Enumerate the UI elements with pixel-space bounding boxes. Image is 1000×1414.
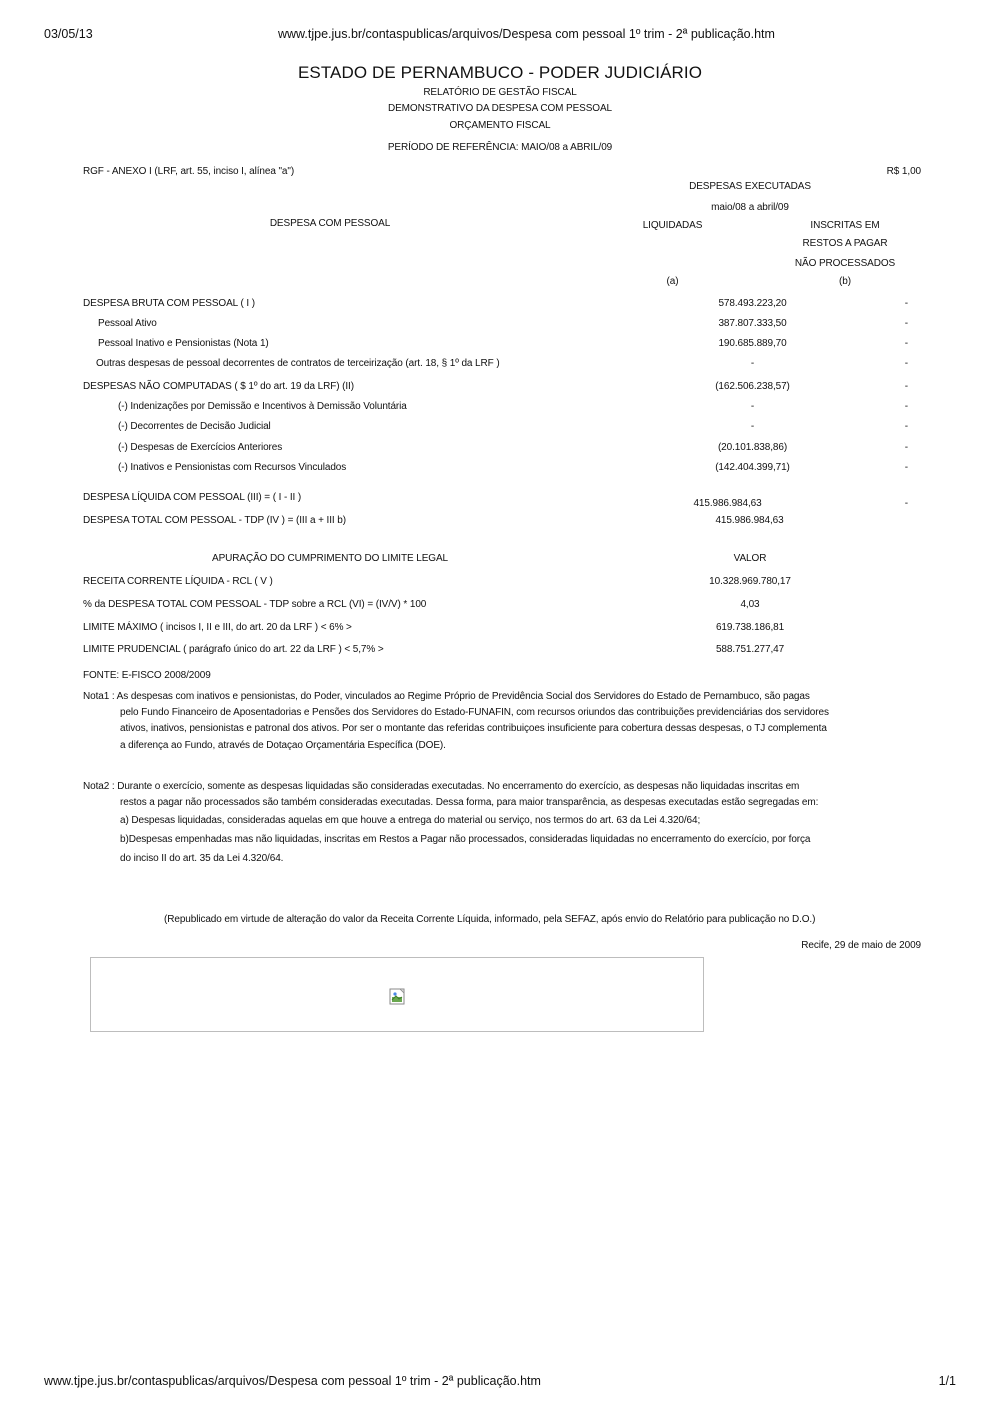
row-value-b: - [904,358,908,369]
note2-line4: b)Despesas empenhadas mas não liquidadas, inscritas em Restos a Pagar não processados, consideradas liquidadas no encerramento do exercício, por força [120,834,811,845]
limit-row-value: 10.328.969.780,17 [709,576,791,587]
header-despesa-com-pessoal: DESPESA COM PESSOAL [269,218,391,229]
note2-line1: Nota2 : Durante o exercício, somente as despesas liquidadas são consideradas executadas. No encerramento do exercício, as despesas não liquidadas inscritas em [83,781,800,792]
row-value-b: - [904,338,908,349]
limit-row-label: % da DESPESA TOTAL COM PESSOAL - TDP sobre a RCL (VI) = (IV/V) * 100 [83,599,427,610]
executed-expenses-header: DESPESAS EXECUTADAS [689,181,811,192]
header-period: maio/08 a abril/09 [711,202,789,213]
limit-row-value: 588.751.277,47 [715,644,785,655]
row-value-b: - [904,318,908,329]
row-label: (-) Inativos e Pensionistas com Recursos Vinculados [118,462,347,473]
report-subtitle-3: ORÇAMENTO FISCAL [449,120,551,131]
header-inscritas-line3: NÃO PROCESSADOS [794,258,896,269]
annex-label: RGF - ANEXO I (LRF, art. 55, inciso I, alínea "a") [83,166,295,177]
limit-row-label: RECEITA CORRENTE LÍQUIDA - RCL ( V ) [83,576,273,587]
row-value-b: - [904,298,908,309]
header-inscritas-line2: RESTOS A PAGAR [802,238,888,249]
limit-row-label: LIMITE PRUDENCIAL ( parágrafo único do art. 22 da LRF ) < 5,7% > [83,644,384,655]
limit-row-value: 619.738.186,81 [715,622,785,633]
header-col-a: (a) [666,276,679,287]
broken-image-icon [389,988,407,1006]
row-label: Pessoal Inativo e Pensionistas (Nota 1) [98,338,269,349]
report-subtitle-2: DEMONSTRATIVO DA DESPESA COM PESSOAL [387,103,613,114]
report-subtitle-1: RELATÓRIO DE GESTÃO FISCAL [423,87,577,98]
row-value-b: - [904,381,908,392]
limit-row-label: LIMITE MÁXIMO ( incisos I, II e III, do art. 20 da LRF ) < 6% > [83,622,352,633]
signature-image-frame [90,957,704,1032]
republished-note: (Republicado em virtude de alteração do valor da Receita Corrente Líquida, informado, pela SEFAZ, após envio do Relatório para publicação no D.O.) [164,914,816,925]
row-value-a: (20.101.838,86) [717,442,788,453]
row-value-a: - [750,358,755,369]
row-label: Outras despesas de pessoal decorrentes de contratos de terceirização (art. 18, § 1º da LRF ) [96,358,500,369]
row-value-b: - [904,401,908,412]
header-col-b: (b) [839,276,851,287]
row-value-b: - [904,498,908,509]
note1-line4: a diferença ao Fundo, através de Dotaçao Orçamentária Específica (DOE). [120,740,446,751]
source-note: FONTE: E-FISCO 2008/2009 [83,670,211,681]
print-url-header: www.tjpe.jus.br/contaspublicas/arquivos/Despesa com pessoal 1º trim - 2ª publicação.htm [278,27,775,41]
note1-line1: Nota1 : As despesas com inativos e pensionistas, do Poder, vinculados ao Regime Próprio de Previdência Social dos Servidores do Estado de Pernambuco, são pagas [83,691,810,702]
row-value-a: 578.493.223,20 [718,298,787,309]
row-label: (-) Indenizações por Demissão e Incentivos à Demissão Voluntária [118,401,407,412]
row-value-b: - [904,462,908,473]
currency-unit: R$ 1,00 [886,166,921,177]
row-value-a: - [750,421,755,432]
reference-period: PERÍODO DE REFERÊNCIA: MAIO/08 a ABRIL/09 [387,142,613,153]
row-value-a: 415.986.984,63 [715,515,784,526]
note1-line2: pelo Fundo Financeiro de Aposentadorias e Pensões dos Servidores do Estado-FUNAFIN, com recursos oriundos das contribuições previdenciárias dos servidores [120,707,829,718]
limits-header-value: VALOR [733,553,767,564]
limits-header-label: APURAÇÃO DO CUMPRIMENTO DO LIMITE LEGAL [212,553,448,564]
row-label: DESPESAS NÃO COMPUTADAS ( $ 1º do art. 19 da LRF) (II) [83,381,354,392]
row-value-a: 415.986.984,63 [693,498,762,509]
row-label: DESPESA LÍQUIDA COM PESSOAL (III) = ( I - II ) [83,492,302,503]
note2-line2: restos a pagar não processados são também consideradas executadas. Dessa forma, para maior transparência, as despesas executadas estão segregadas em: [120,797,819,808]
note2-line5: do inciso II do art. 35 da Lei 4.320/64. [120,853,284,864]
row-value-b: - [904,421,908,432]
note2-line3: a) Despesas liquidadas, consideradas aquelas em que houve a entrega do material ou serviço, nos termos do art. 63 da Lei 4.320/64; [120,815,701,826]
row-value-a: 190.685.889,70 [718,338,787,349]
row-value-a: - [750,401,755,412]
print-page-number: 1/1 [938,1374,956,1388]
limit-row-value: 4,03 [740,599,760,610]
row-label: (-) Despesas de Exercícios Anteriores [118,442,283,453]
header-inscritas-line1: INSCRITAS EM [810,220,880,231]
row-value-a: (142.404.399,71) [715,462,790,473]
row-label: DESPESA BRUTA COM PESSOAL ( I ) [83,298,255,309]
note1-line3: ativos, inativos, pensionistas e patronal dos ativos. Por ser o montante das referidas contribuiçoes insuficiente para cobertura dessas despesas, o TJ complementa [120,723,827,734]
print-url-footer: www.tjpe.jus.br/contaspublicas/arquivos/Despesa com pessoal 1º trim - 2ª publicação.htm [44,1374,541,1388]
print-date: 03/05/13 [44,27,93,41]
row-value-a: 387.807.333,50 [718,318,787,329]
row-label: Pessoal Ativo [98,318,157,329]
row-value-b: - [904,442,908,453]
row-label: DESPESA TOTAL COM PESSOAL - TDP (IV ) = (III a + III b) [83,515,346,526]
row-label: (-) Decorrentes de Decisão Judicial [118,421,271,432]
header-liquidadas: LIQUIDADAS [642,220,703,231]
row-value-a: (162.506.238,57) [715,381,790,392]
place-date: Recife, 29 de maio de 2009 [801,940,921,951]
report-title: ESTADO DE PERNAMBUCO - PODER JUDICIÁRIO [297,63,703,82]
